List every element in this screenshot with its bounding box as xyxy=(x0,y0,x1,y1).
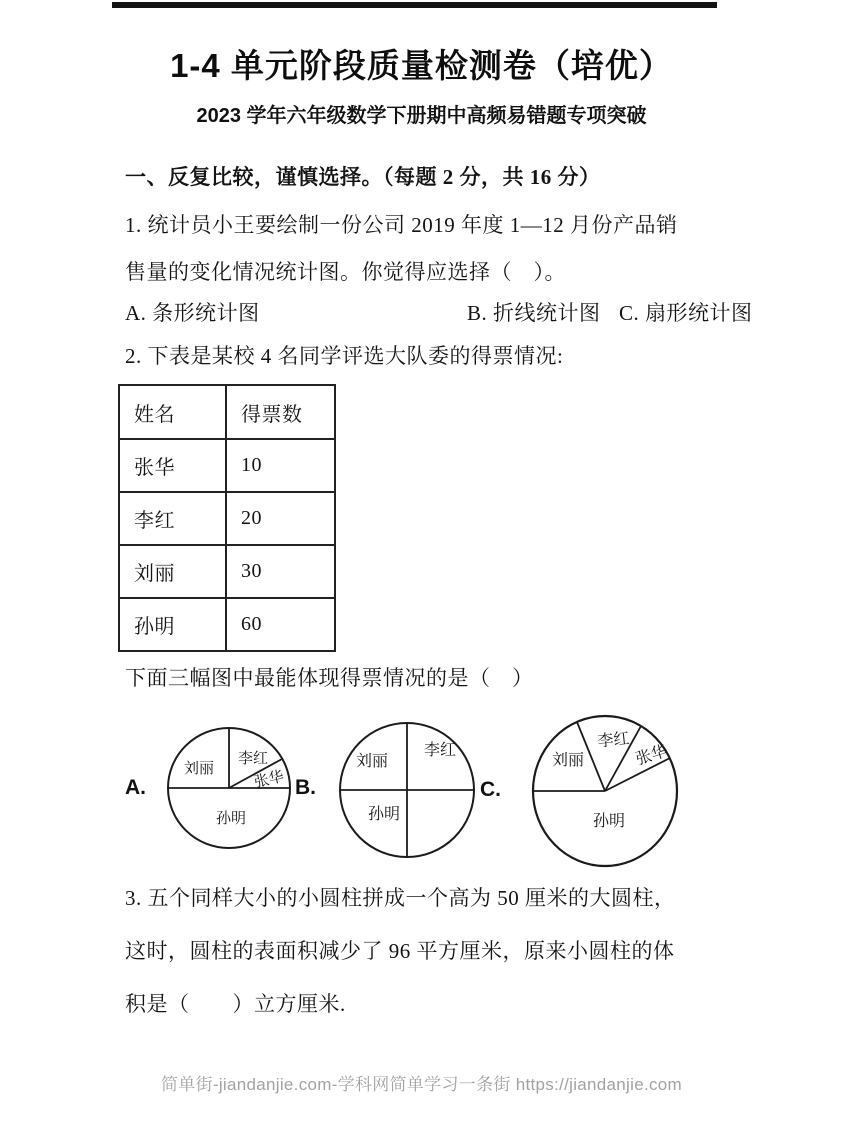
pie-b-label-lihong: 李红 xyxy=(423,742,457,759)
header-votes: 得票数 xyxy=(226,385,335,439)
pie-c-label-sunming: 孙明 xyxy=(592,813,626,830)
question3-line2: 这时，圆柱的表面积减少了 96 平方厘米，原来小圆柱的体 xyxy=(125,939,675,963)
pie-b-label-sunming: 孙明 xyxy=(367,806,401,823)
option-a: A. 条形统计图 xyxy=(125,301,260,325)
pie-c-label-zhanghua: 张华 xyxy=(633,742,670,769)
table-row xyxy=(119,545,335,598)
table-row xyxy=(119,492,335,545)
cell-name: 孙明 xyxy=(119,598,226,651)
pie-a-letter: A. xyxy=(125,776,146,799)
question2-prompt: 下面三幅图中最能体现得票情况的是（ ） xyxy=(125,666,534,690)
footer-watermark: 简单街-jiandanjie.com-学科网简单学习一条街 https://jiandanjie.com xyxy=(160,1075,683,1094)
cell-votes: 30 xyxy=(226,545,335,598)
cell-votes: 20 xyxy=(226,492,335,545)
question3-line1: 3. 五个同样大小的小圆柱拼成一个高为 50 厘米的大圆柱， xyxy=(125,886,676,910)
question1-line2: 售量的变化情况统计图。你觉得应选择（ ）。 xyxy=(125,260,566,284)
table-header-row xyxy=(119,385,335,439)
votes-table xyxy=(118,384,336,652)
pie-a-label-zhanghua: 张华 xyxy=(252,768,286,792)
cell-name: 刘丽 xyxy=(119,545,226,598)
pie-b-label-liuli: 刘丽 xyxy=(355,753,389,770)
table-row xyxy=(119,439,335,492)
pie-a-label-liuli: 刘丽 xyxy=(183,761,215,777)
page-title: 1-4 单元阶段质量检测卷（培优） xyxy=(170,47,673,84)
pie-b-letter: B. xyxy=(295,776,316,799)
pie-chart-a xyxy=(166,726,292,850)
header-name: 姓名 xyxy=(119,385,226,439)
pie-a-label-lihong: 李红 xyxy=(237,751,269,767)
question1-options-row xyxy=(125,303,765,333)
option-b: B. 折线统计图 xyxy=(467,301,601,325)
question2-intro: 2. 下表是某校 4 名同学评选大队委的得票情况: xyxy=(125,344,564,368)
cell-votes: 10 xyxy=(226,439,335,492)
cell-votes: 60 xyxy=(226,598,335,651)
pie-c-label-lihong: 李红 xyxy=(596,730,631,751)
pie-chart-c xyxy=(530,713,680,869)
pie-a-label-sunming: 孙明 xyxy=(215,811,247,827)
table-row xyxy=(119,598,335,651)
pie-chart-b xyxy=(337,720,477,860)
top-rule xyxy=(112,2,717,8)
pie-c-label-liuli: 刘丽 xyxy=(551,752,585,769)
pie-charts-row xyxy=(125,700,765,882)
pie-c-letter: C. xyxy=(480,778,501,801)
page-subtitle: 2023 学年六年级数学下册期中高频易错题专项突破 xyxy=(196,105,647,127)
question1-line1: 1. 统计员小王要绘制一份公司 2019 年度 1—12 月份产品销 xyxy=(125,213,678,237)
cell-name: 张华 xyxy=(119,439,226,492)
question3-line3: 积是（ ）立方厘米. xyxy=(125,992,346,1016)
cell-name: 李红 xyxy=(119,492,226,545)
section1-heading: 一、反复比较，谨慎选择。（每题 2 分，共 16 分） xyxy=(125,165,601,189)
option-c: C. 扇形统计图 xyxy=(619,301,753,325)
